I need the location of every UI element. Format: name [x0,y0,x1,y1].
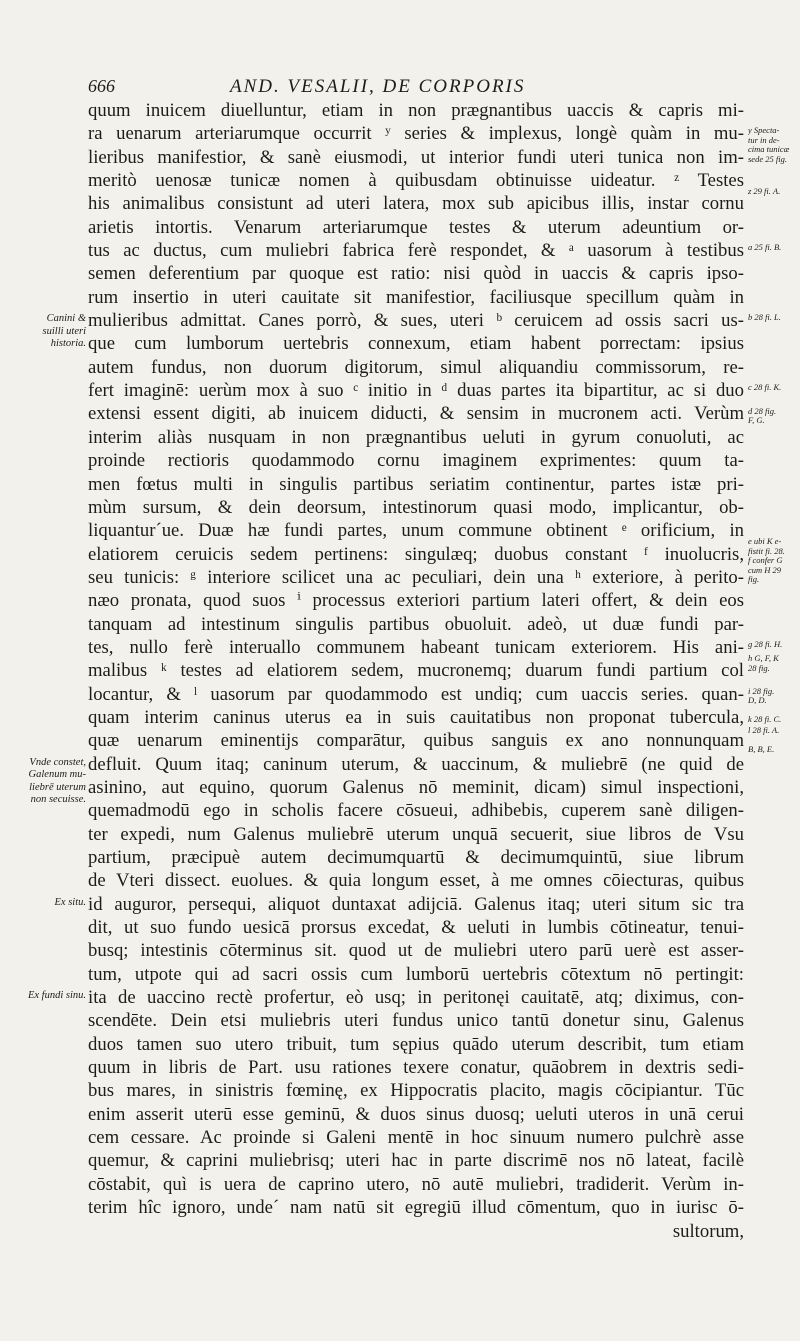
text-line: semen deferentium par quoque est ratio: nisi quòd in uaccis & capris ipso- [88,263,744,285]
note-line: e ubi K e- [748,537,782,547]
text-line: quam interim caninus uterus ea in suis cauitatibus non proponat tubercula, [88,706,744,728]
note-line: b 28 fi. L. [748,313,781,323]
text-line: tus ac ductus, cum muliebri fabrica ferè respondet, & ᵃ uasorum à testibus [88,240,744,262]
note-line: fig. [748,574,760,585]
note-line: liebrē uterum [29,781,86,793]
right-margin-note [748,654,798,673]
text-line: sultorum, [672,1220,744,1242]
text-line: ita de uaccino rectè profertur, eò usq; in peritonęi cauitatē, atq; diximus, con- [88,987,744,1009]
note-line: a 25 fi. B. [748,243,782,253]
text-line: mulieribus admittat. Canes porrò, & sues, uteri ᵇ ceruicem ad ossis sacri us- [88,310,744,332]
right-margin-note [748,640,798,650]
right-margin-note [748,243,798,253]
right-margin-note [748,126,798,164]
right-margin-note [748,407,798,426]
text-line: dit, ut suo fundo uesicā prorsus excedat, & ueluti in lumbis cōtineatur, tenui- [88,917,744,939]
left-margin-note [14,897,86,910]
note-line: historia. [50,338,86,350]
text-line: liquantur´ue. Duæ hæ fundi partes, unum commune obtinent ᵉ orificium, in [88,520,744,542]
note-line: cum H 29 [748,564,782,575]
note-line: c 28 fi. K. [748,383,782,393]
right-margin-note [748,726,798,736]
note-line: non secuisse. [30,794,86,806]
note-line: Galenum mu- [28,769,86,781]
note-line: F, G. [748,415,765,426]
note-line: cima tunicæ [748,144,790,155]
text-line: partium, præcipuè autem decimumquartū & decimumquintū, siue librum [88,847,744,868]
running-head: AND. VESALII, DE CORPORIS [230,76,526,97]
right-margin-note [748,715,798,725]
text-line: ra uenarum arteriarumque occurrit ʸ series & implexus, longè quàm in mu- [88,123,744,145]
note-line: fistit fi. 28. [748,545,785,556]
note-line: sede 25 fig. [748,153,787,164]
note-line: suilli uteri [42,325,86,337]
note-line: tur in de- [748,134,780,145]
right-margin-note [748,537,798,585]
text-line: rum insertio in uteri cauitate sit manifestior, faciliusque specillum quàm in [88,286,744,308]
text-line: terim hîc ignoro, unde´ nam natū sit egregiū illud cōmentum, quo in iurisc ō- [88,1197,744,1219]
note-line: 28 fig. [748,662,770,673]
note-line: y Specta- [748,126,780,136]
right-margin-note [748,187,798,197]
note-line: f confer G [748,555,783,566]
text-line: que cum lumborum uertebris connexum, etiam habent porrectam: ipsius [88,333,744,355]
text-line: defluit. Quum itaq; caninum uterum, & uaccinum, & muliebrē (ne quid de [88,753,744,775]
page-number: 666 [88,76,115,96]
note-line: g 28 fi. H. [748,640,783,650]
text-line: seu tunicis: ᵍ interiore scilicet una ac peculiari, dein una ʰ exteriore, à perito- [88,566,744,588]
note-line: k 28 fi. C. [748,714,782,724]
left-margin-note [14,757,86,807]
text-line: tanquam ad intestinum singulis partibus obuoluit. adeò, ut duæ fundi par- [88,613,744,635]
text-line: lieribus manifestior, & sanè eiusmodi, ut interior fundi uteri tunica non im- [88,146,744,168]
text-line: ter expedi, num Galenus muliebrē uterum unquā secuerit, siue libros de Vsu [88,823,744,845]
text-line: mùm sursum, & dein deorsum, intestinorum quasi modo, implicantur, ob- [88,496,744,518]
left-margin-note [14,313,86,351]
text-line: malibus ᵏ testes ad elatiorem sedem, mucronemq; duarum fundi partium col [88,660,744,682]
note-line: B, B, E. [748,745,775,755]
text-line: de Vteri dissect. euolues. & quia longum esset, à me omnes cōiecturas, quibus [88,870,744,892]
body-text [88,99,744,1243]
text-line: tes, nullo ferè interuallo communem habeant tunicam exteriorem. His ani- [88,636,744,658]
note-line: Vnde constet, [29,756,86,768]
right-margin-note [748,687,798,706]
note-line: i 28 fig. [748,686,775,696]
text-line: meritò uenosæ tunicæ nomen à quibusdam obtinuisse uideatur. ᶻ Testes [88,170,744,192]
note-line: h G, F, K [748,654,779,664]
text-line: proinde rectioris quodammodo cornu imaginem exprimentes: quum ta- [88,450,744,472]
text-line: elatiorem ceruicis sedem pertinens: singulæq; duobus constant ᶠ inuolucris, [88,543,744,565]
text-line: næo pronata, quod suos ⁱ processus exteriori partium lateri offert, & dein eos [88,590,744,612]
text-line: busq; intestinis cōterminus sit. quod ut de muliebri utero parū uerè est asser- [88,940,744,962]
note-line: D, D. [748,695,767,706]
right-margin-note [748,745,798,755]
text-line: bus mares, in sinistris fœminę, ex Hippocratis placito, magis cōcipiantur. Tūc [88,1080,744,1102]
note-line: Ex fundi sinu. [27,990,86,1002]
text-line: arietis intortis. Venarum arteriarumque testes & uterum adeuntium or- [88,216,744,238]
text-line: autem fundus, non duorum digitorum, simul aliquandiu commissorum, re- [88,356,744,378]
text-line: extensi essent digiti, ab inuicem diducti, & sensim in mucronem acti. Verùm [88,403,744,425]
note-line: Ex situ. [54,896,86,908]
note-line: z 29 fi. A. [748,187,781,197]
text-line: enim asserit uterū esse geminū, & duos sinus duosq; ueluti uteros in unā cerui [88,1103,744,1125]
text-line: his animalibus consistunt ad uteri latera, mox sub apicibus illis, instar cornu [88,193,744,215]
text-line: interim aliàs nusquam in non prægnantibus ueluti in gyrum conuoluti, ac [88,426,744,448]
left-margin-note [14,990,86,1003]
text-line: quum in libris de Part. usu rationes texere conatur, quāobrem in dextris sedi- [88,1057,744,1079]
text-line: tum, utpote qui ad sacri ossis cum lumborū uertebris cōtextum nō pertingit: [88,963,744,985]
text-line: cem cessare. Ac proinde si Galeni mentē in hoc sinuum numero pulchrè asse [88,1127,744,1149]
text-line: duos tamen suo utero tribuit, tum sępius quādo uterum describit, tum etiam [88,1033,744,1055]
note-line: Canini & [46,313,86,325]
text-line: asinino, aut equino, quorum Galenus nō meminit, dicam) simul inspectioni, [88,776,744,798]
text-line: quemur, & caprini muliebrisq; uteri hac in parte discrimē nos nō lateat, facilè [88,1150,744,1172]
note-line: d 28 fig. [748,406,777,416]
text-line: cōstabit, quì is uera de caprino utero, nō autē muliebri, tradiderit. Verùm in- [88,1173,744,1195]
text-line: men fœtus multi in singulis partibus seriatim continentur, partes istæ pri- [88,473,744,495]
text-line: quum inuicem diuelluntur, etiam in non prægnantibus uaccis & capris mi- [88,100,744,121]
note-line: l 28 fi. A. [748,726,780,736]
text-line: quemadmodū ego in scholis facere cōsueui, adhibebis, cuperem sanè diligen- [88,800,744,822]
text-line: fert imaginē: uerùm mox à suo ᶜ initio in ᵈ duas partes ita bipartitur, ac si duo [88,380,744,402]
text-line: id auguror, persequi, aliquot duntaxat adijciā. Galenus itaq; uteri situm sic tra [88,893,744,915]
text-line: scendēte. Dein etsi muliebris uteri fundus unico tantū donetur sinu, Galenus [88,1010,744,1032]
right-margin-note [748,313,798,323]
right-margin-note [748,383,798,393]
text-line: quæ uenarum eminentijs comparātur, quibus sanguis ex ano nonnunquam [88,730,744,752]
text-line: locantur, & ˡ uasorum par quodammodo est undiq; cum uaccis series. quan- [88,683,744,705]
